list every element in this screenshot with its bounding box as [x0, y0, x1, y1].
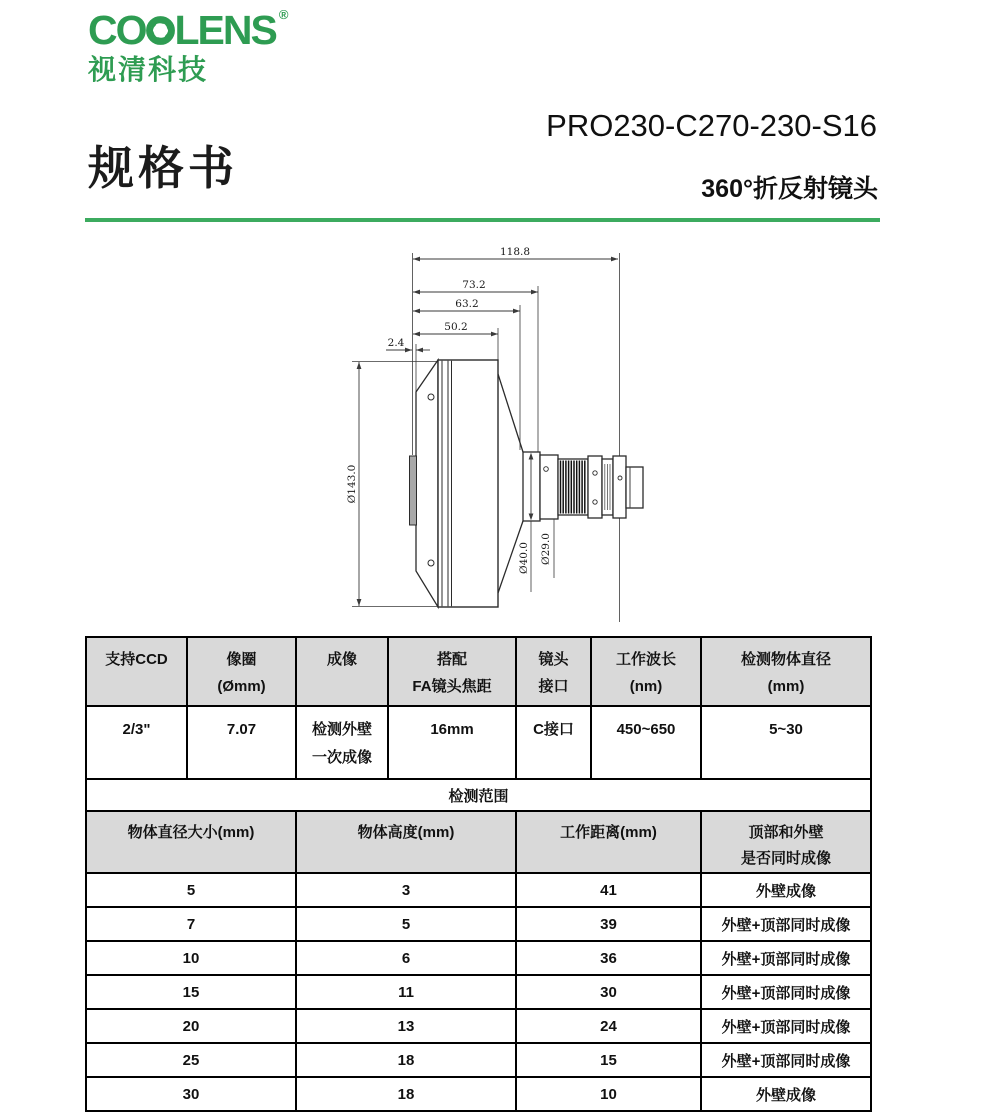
cell-imaging-mode: 外壁+顶部同时成像: [701, 941, 871, 975]
cell-imaging-mode: 外壁+顶部同时成像: [701, 975, 871, 1009]
cell-diameter: 15: [86, 975, 296, 1009]
cell-height: 18: [296, 1043, 516, 1077]
col-header-fa-focal: 搭配 FA镜头焦距: [388, 637, 516, 706]
cell-distance: 41: [516, 873, 701, 907]
cell-diameter: 5: [86, 873, 296, 907]
value-wavelength: 450~650: [591, 706, 701, 779]
cell-diameter: 20: [86, 1009, 296, 1043]
value-image-circle: 7.07: [187, 706, 296, 779]
section-title: 检测范围: [86, 779, 871, 811]
dimension-73-2: [413, 279, 538, 294]
cell-diameter: 7: [86, 907, 296, 941]
value-object-diameter: 5~30: [701, 706, 871, 779]
cell-distance: 30: [516, 975, 701, 1009]
c-mount-tip: [626, 467, 643, 508]
spec-value-row: [86, 706, 871, 779]
section-title-row: [86, 779, 871, 811]
registered-mark: ®: [278, 7, 287, 22]
range-row: [86, 1043, 871, 1077]
cell-distance: 36: [516, 941, 701, 975]
dimension-63-2: [413, 298, 520, 313]
doc-title: 规格书: [88, 142, 238, 194]
range-row: [86, 975, 871, 1009]
value-mount: C接口: [516, 706, 591, 779]
cell-height: 11: [296, 975, 516, 1009]
value-fa-focal: 16mm: [388, 706, 516, 779]
svg-text:118.8: 118.8: [499, 246, 531, 258]
logo-letter-c: C: [88, 7, 116, 53]
cell-height: 5: [296, 907, 516, 941]
range-header-height: 物体高度(mm): [296, 811, 516, 873]
value-imaging: 检测外壁 一次成像: [296, 706, 388, 779]
col-header-wavelength: 工作波长 (nm): [591, 637, 701, 706]
range-row: [86, 907, 871, 941]
dimension-50-2: [413, 321, 498, 336]
cell-distance: 24: [516, 1009, 701, 1043]
front-window: [410, 456, 417, 525]
product-type: 360°折反射镜头: [701, 175, 878, 203]
lens-barrel: [540, 455, 643, 519]
logo-wordmark: [88, 7, 287, 53]
header-divider: [85, 218, 880, 222]
cell-imaging-mode: 外壁+顶部同时成像: [701, 1009, 871, 1043]
cell-height: 18: [296, 1077, 516, 1111]
col-header-object-diameter: 检测物体直径 (mm): [701, 637, 871, 706]
range-header-working-distance: 工作距离(mm): [516, 811, 701, 873]
aperture-icon: [145, 15, 176, 46]
col-header-image-circle: 像圈 (Ømm): [187, 637, 296, 706]
lens-side-view: [335, 243, 680, 635]
mirror-head-body: [410, 360, 499, 607]
svg-text:2.4: 2.4: [387, 337, 405, 349]
cell-imaging-mode: 外壁+顶部同时成像: [701, 907, 871, 941]
cell-diameter: 30: [86, 1077, 296, 1111]
logo-letter-o: O: [115, 7, 146, 53]
dimension-dia-143: [346, 362, 361, 606]
col-header-ccd: 支持CCD: [86, 637, 187, 706]
spec-table: [85, 636, 872, 1112]
svg-text:Ø143.0: Ø143.0: [346, 464, 358, 504]
svg-text:Ø29.0: Ø29.0: [540, 533, 552, 565]
dimension-2-4: [386, 337, 430, 352]
cell-imaging-mode: 外壁成像: [701, 1077, 871, 1111]
value-ccd: 2/3": [86, 706, 187, 779]
coolens-logo: [88, 7, 287, 86]
cell-height: 13: [296, 1009, 516, 1043]
range-header-row: [86, 811, 871, 873]
cell-imaging-mode: 外壁成像: [701, 873, 871, 907]
flange-plate: [518, 452, 540, 592]
range-row: [86, 1077, 871, 1111]
barrel-diameter-label: [540, 519, 554, 578]
range-row: [86, 873, 871, 907]
cell-distance: 10: [516, 1077, 701, 1111]
range-row: [86, 1009, 871, 1043]
lens-technical-drawing: [335, 243, 680, 635]
cell-diameter: 25: [86, 1043, 296, 1077]
range-row: [86, 941, 871, 975]
cell-distance: 39: [516, 907, 701, 941]
spec-header-row: [86, 637, 871, 706]
logo-subtitle: 视清科技: [88, 54, 209, 85]
range-header-diameter: 物体直径大小(mm): [86, 811, 296, 873]
product-model: PRO230-C270-230-S16: [546, 108, 877, 143]
cell-height: 6: [296, 941, 516, 975]
logo-letters-lens: LENS: [174, 7, 276, 53]
cell-diameter: 10: [86, 941, 296, 975]
col-header-imaging: 成像: [296, 637, 388, 706]
range-header-top-wall: 顶部和外壁 是否同时成像: [701, 811, 871, 873]
svg-text:Ø40.0: Ø40.0: [518, 542, 530, 574]
svg-text:63.2: 63.2: [455, 298, 479, 310]
cell-distance: 15: [516, 1043, 701, 1077]
svg-text:50.2: 50.2: [444, 321, 468, 333]
dimension-118-8: [413, 246, 618, 261]
cell-height: 3: [296, 873, 516, 907]
cell-imaging-mode: 外壁+顶部同时成像: [701, 1043, 871, 1077]
svg-text:73.2: 73.2: [462, 279, 486, 291]
col-header-mount: 镜头 接口: [516, 637, 591, 706]
